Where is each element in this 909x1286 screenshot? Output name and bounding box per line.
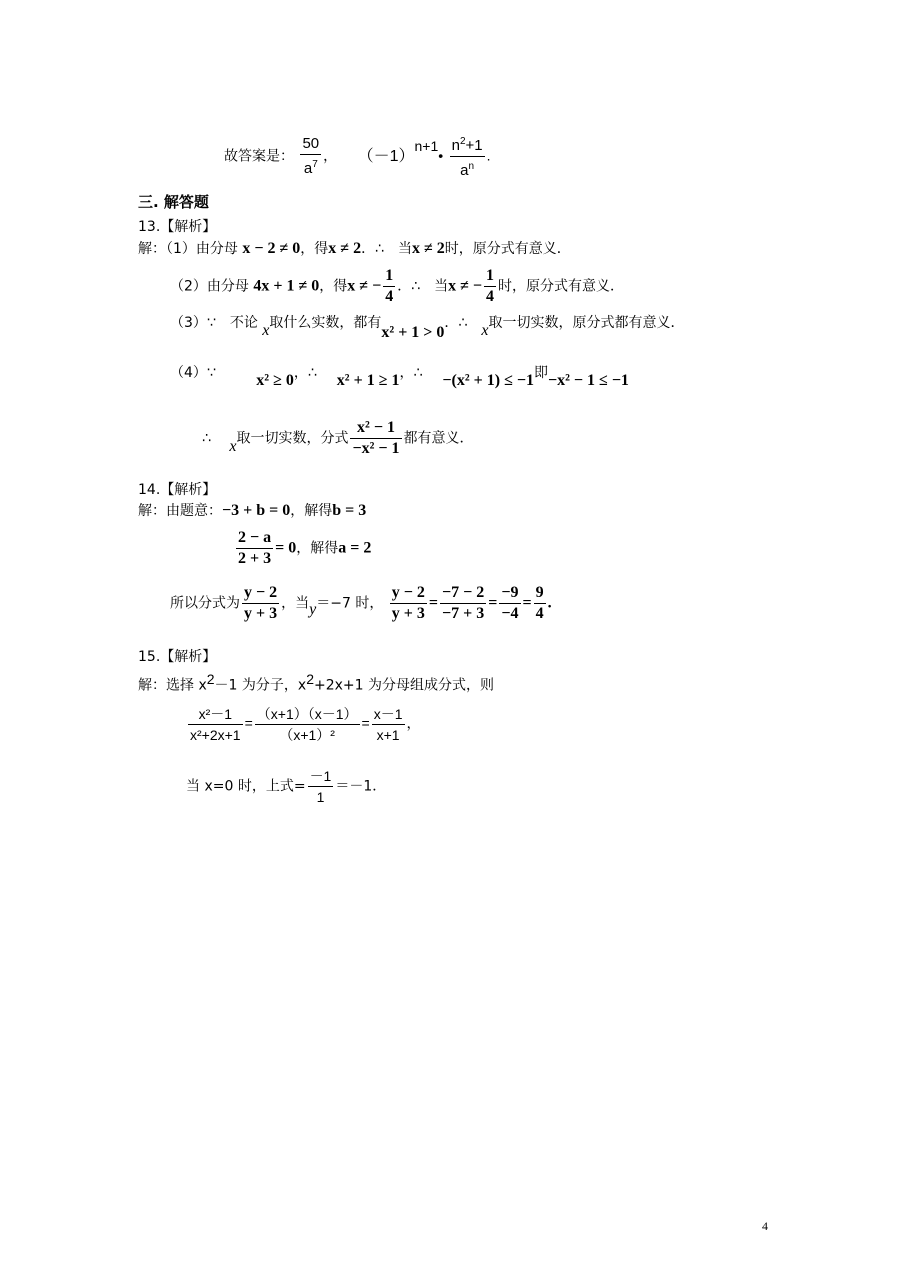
q13-line-1: 解：（1）由分母 x − 2 ≠ 0，得x ≠ 2．∴ 当x ≠ 2时，原分式有意义． [138,240,571,257]
q13-line-2: （2）由分母 4x + 1 ≠ 0，得x ≠ − $\frac{1}{4}$ ．∴ 当x ≠ − $\frac{1}{4}$ 时，原分式有意义． [170,267,625,305]
q13-line-3: （3）∵ 不论 x取什么实数，都有x² + 1 > 0．∴ x取一切实数，原分式都有意义． [170,315,685,341]
q14-line-2: $\frac{2 - a}{2 + 3}$ = 0，解得a = 2 [238,529,372,567]
page-number: 4 [762,1219,768,1233]
fraction-factored: $\frac{(x+1)(x-1)}{\text{（x+1）²}}$ [256,706,358,743]
fraction-n2plus1-over-an: $\frac{n^2+1}{a^n}$ [450,132,485,181]
fraction-x2minus1-over-x2plus2xplus1: $\frac{\text{x²－1}}{\text{x²+2x+1}}$ [190,706,241,743]
fraction-50-over-a7: $\frac{50}{a^7}$ [302,135,320,177]
q15-line-1: 解：选择 $x^2-1$ 为分子，$x^2+2x+1$ 为分母组成分式，则 [138,671,495,694]
fraction-y-minus2-over-y-plus3: $\frac{y - 2}{y + 3}$ [391,584,425,622]
q15-line-3: 当 x=0 时，上式= $\frac{-1}{1}$ ＝－1． [186,768,387,805]
q14-line-3: 所以分式为 $\frac{y - 2}{y + 3}$ ，当y＝−7 时， $\frac{y - 2}{y + 3}$ = $\frac{-7 - 2}{-7 + 3}$ = $\frac{-9}{-4}$ = $\frac{9}{4}$ . [170,584,552,622]
fraction-neg1-over-1: $\frac{-1}{1}$ [309,768,332,805]
fraction-9-over-4: $\frac{9}{4}$ [535,584,544,622]
q13-line-5: ∴ x取一切实数，分式 $\frac{\text{x² − 1}}{\text{−x² − 1}}$ 都有意义． [202,419,474,457]
fraction-y-minus2-over-y-plus3: $\frac{y - 2}{y + 3}$ [244,584,278,622]
q15-line-2: $\frac{\text{x²－1}}{\text{x²+2x+1}}$ = $\frac{(x+1)(x-1)}{\text{（x+1）²}}$ = $\frac{x-1}{x+1}$ ， [190,706,421,743]
q13-number: 13.【解析】 [138,219,217,235]
fraction-neg9-over-neg4: $\frac{-9}{-4}$ [501,584,519,622]
fraction-1-over-4: $\frac{1}{4}$ [486,267,495,305]
fraction-1-over-4: $\frac{1}{4}$ [385,267,394,305]
fraction-x2minus1-over-negx2minus1: $\frac{\text{x² − 1}}{\text{−x² − 1}}$ [352,419,400,457]
intro-answer-line: 故答案是： $\frac{50}{a^7}$ ， $(-1)^{n+1}•$ $\frac{n^2+1}{a^n}$ . [224,132,491,181]
q14-line-1: 解：由题意：−3 + b = 0，解得b = 3 [138,502,367,519]
fraction-neg7minus2-over-neg7plus3: $\frac{-7 - 2}{-7 + 3}$ [442,584,485,622]
q14-number: 14.【解析】 [138,482,217,498]
fraction-xminus1-over-xplus1: $\frac{x-1}{x+1}$ [373,706,403,743]
fraction-2minusa-over-2plus3: $\frac{2 - a}{2 + 3}$ [238,529,272,567]
q13-line-4: （4）∵ x² ≥ 0，∴ x² + 1 ≥ 1，∴ −(x² + 1) ≤ −1即−x² − 1 ≤ −1 [170,365,629,389]
section-heading: 三. 解答题 [138,193,209,211]
q15-number: 15.【解析】 [138,649,217,665]
